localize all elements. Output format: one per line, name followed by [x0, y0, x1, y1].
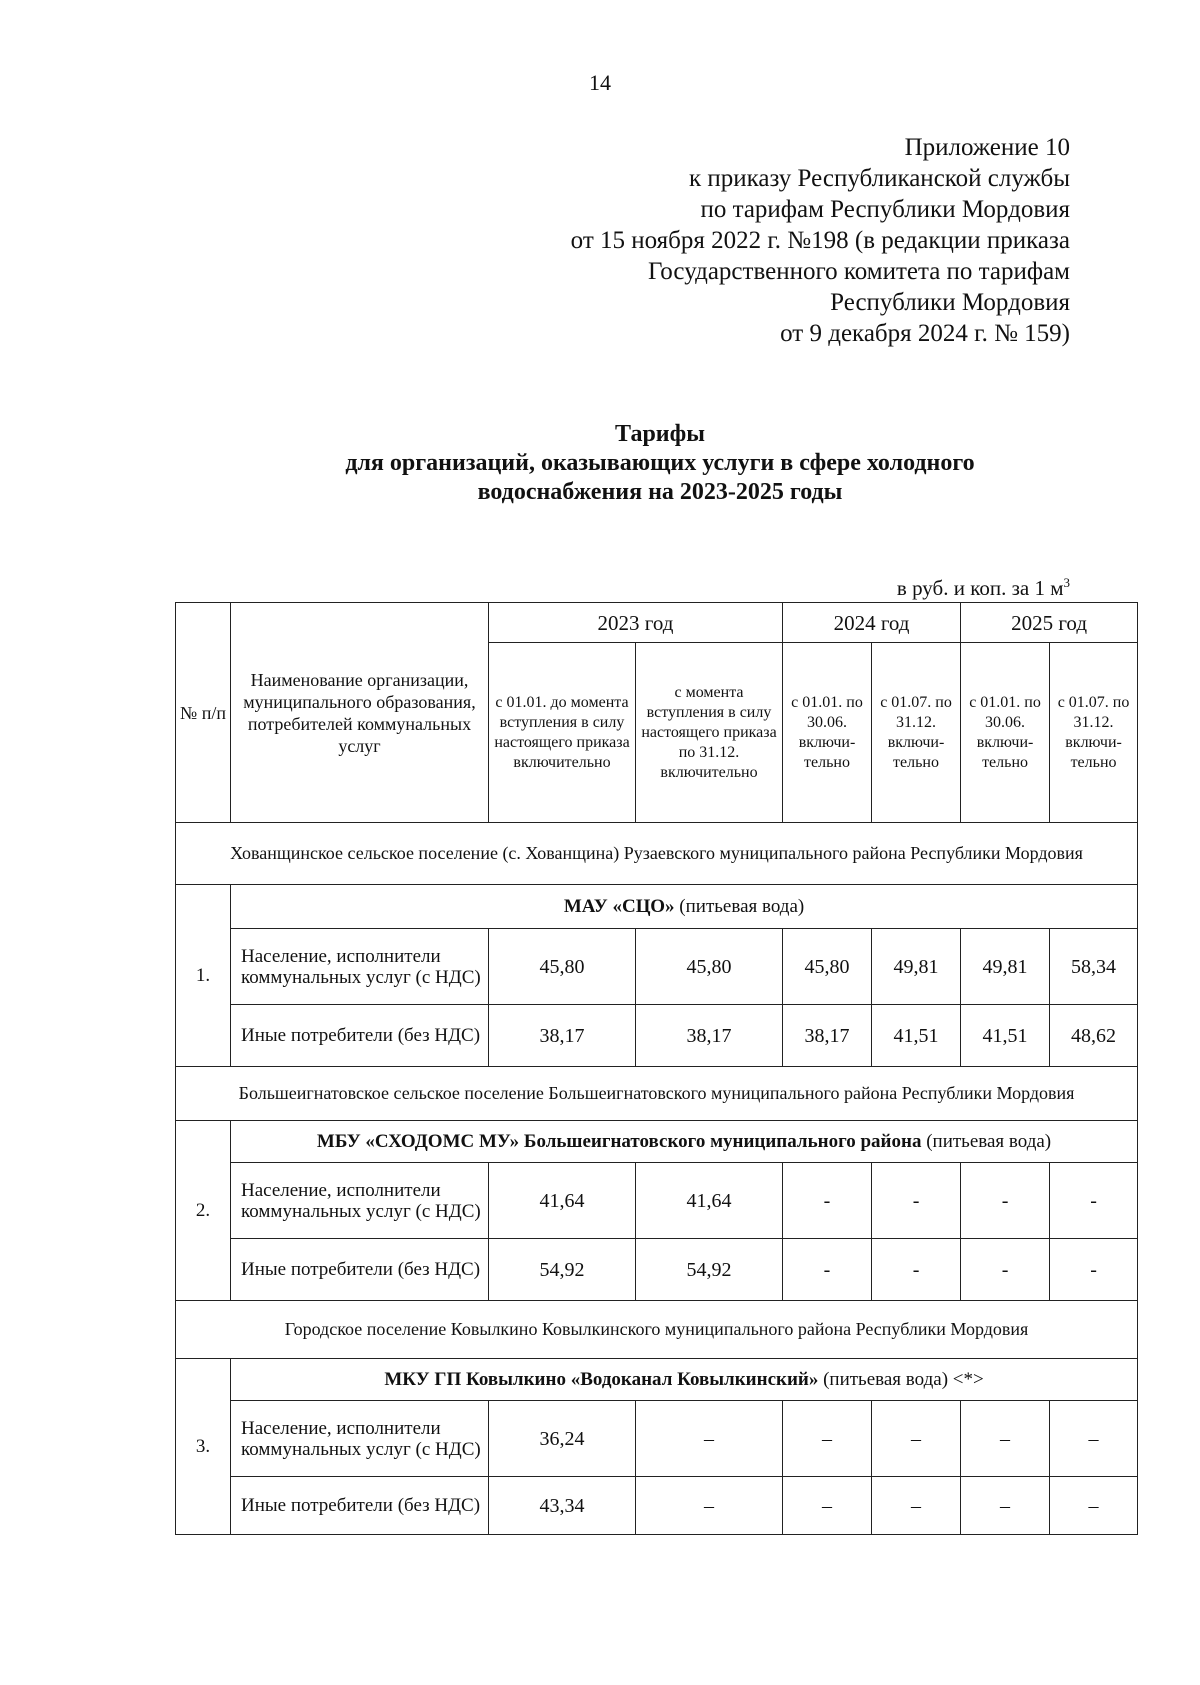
tariff-value: 54,92: [636, 1239, 783, 1301]
appendix-line: по тарифам Республики Мордовия: [700, 196, 1070, 223]
tariff-value: -: [961, 1163, 1050, 1239]
municipality-row: Хованщинское сельское поселение (с. Хованщина) Рузаевского муниципального района Республики Мордовия: [176, 823, 1138, 885]
tariff-value: 36,24: [489, 1401, 636, 1477]
organization-name-bold: МАУ «СЦО»: [563, 895, 675, 917]
tariff-value: -: [872, 1239, 961, 1301]
row-number: 3.: [176, 1359, 231, 1535]
appendix-line: от 15 ноября 2022 г. №198 (в редакции приказа: [570, 227, 1070, 254]
municipality-row: Большеигнатовское сельское поселение Большеигнатовского муниципального района Республики Мордовия: [176, 1067, 1138, 1121]
header-name: Наименование организации, муниципального образования, потребителей коммунальных услуг: [231, 603, 489, 823]
units-note: [897, 575, 1070, 601]
header-period-col1: с 01.01. до момента вступления в силу настоящего приказа включительно: [489, 643, 636, 823]
header-period-col4: с 01.07. по 31.12. включи-тельно: [872, 643, 961, 823]
appendix-line: Государственного комитета по тарифам: [648, 258, 1070, 285]
consumer-label: Население, исполнители коммунальных услуг (с НДС): [231, 1401, 489, 1477]
row-number: 1.: [176, 885, 231, 1067]
consumer-label: Иные потребители (без НДС): [231, 1477, 489, 1535]
consumer-label: Население, исполнители коммунальных услуг (с НДС): [231, 1163, 489, 1239]
consumer-label: Иные потребители (без НДС): [231, 1239, 489, 1301]
appendix-reference: [571, 132, 1070, 349]
header-year-2024: 2024 год: [783, 603, 961, 643]
appendix-line: от 9 декабря 2024 г. № 159): [780, 320, 1070, 347]
tariff-value: 41,51: [961, 1005, 1050, 1067]
organization-name: [231, 885, 1138, 929]
organization-name: [231, 1121, 1138, 1163]
units-text: в руб. и коп. за 1 м: [896, 576, 1064, 600]
header-period-col5: с 01.01. по 30.06. включи-тельно: [961, 643, 1050, 823]
organization-name-suffix: (питьевая вода): [674, 895, 805, 917]
header-year-2025: 2025 год: [961, 603, 1138, 643]
consumer-label: Население, исполнители коммунальных услуг (с НДС): [231, 929, 489, 1005]
tariff-value: 38,17: [489, 1005, 636, 1067]
units-superscript: 3: [1063, 575, 1070, 590]
tariff-value: –: [783, 1477, 872, 1535]
tariff-value: -: [872, 1163, 961, 1239]
organization-name-bold: МБУ «СХОДОМС МУ» Большеигнатовского муниципального района: [316, 1130, 922, 1152]
tariff-value: –: [636, 1477, 783, 1535]
organization-name-bold: МКУ ГП Ковылкино «Водоканал Ковылкинский»: [384, 1368, 819, 1390]
tariff-value: –: [636, 1401, 783, 1477]
tariff-value: -: [961, 1239, 1050, 1301]
tariff-value: –: [872, 1401, 961, 1477]
tariff-value: 41,64: [489, 1163, 636, 1239]
tariff-value: 38,17: [636, 1005, 783, 1067]
title-line: для организаций, оказывающих услуги в сфере холодного: [345, 450, 975, 476]
header-num: № п/п: [176, 603, 231, 823]
tariff-value: -: [1050, 1163, 1138, 1239]
tariff-value: -: [783, 1239, 872, 1301]
header-year-2023: 2023 год: [489, 603, 783, 643]
document-title: [0, 420, 1200, 507]
organization-name-suffix: (питьевая вода) <*>: [818, 1368, 984, 1390]
title-line: водоснабжения на 2023-2025 годы: [477, 479, 843, 505]
tariff-value: 41,51: [872, 1005, 961, 1067]
tariff-value: 41,64: [636, 1163, 783, 1239]
tariff-value: 45,80: [783, 929, 872, 1005]
organization-name: [231, 1359, 1138, 1401]
header-period-col3: с 01.01. по 30.06. включи-тельно: [783, 643, 872, 823]
tariff-value: –: [1050, 1401, 1138, 1477]
municipality-row: Городское поселение Ковылкино Ковылкинского муниципального района Республики Мордовия: [176, 1301, 1138, 1359]
title-line: Тарифы: [615, 421, 705, 447]
tariff-value: –: [783, 1401, 872, 1477]
tariff-value: 54,92: [489, 1239, 636, 1301]
appendix-line: Республики Мордовия: [830, 289, 1070, 316]
tariff-value: –: [872, 1477, 961, 1535]
tariff-value: 45,80: [636, 929, 783, 1005]
tariff-value: -: [783, 1163, 872, 1239]
tariff-table: [175, 602, 1138, 1535]
consumer-label: Иные потребители (без НДС): [231, 1005, 489, 1067]
tariff-value: 49,81: [872, 929, 961, 1005]
tariff-value: 48,62: [1050, 1005, 1138, 1067]
header-period-col6: с 01.07. по 31.12. включи-тельно: [1050, 643, 1138, 823]
page-number: 14: [589, 70, 611, 95]
organization-name-suffix: (питьевая вода): [921, 1130, 1052, 1152]
appendix-line: к приказу Республиканской службы: [688, 165, 1070, 192]
tariff-value: -: [1050, 1239, 1138, 1301]
tariff-value: 38,17: [783, 1005, 872, 1067]
tariff-value: 43,34: [489, 1477, 636, 1535]
tariff-value: 58,34: [1050, 929, 1138, 1005]
header-period-col2: с момента вступления в силу настоящего приказа по 31.12. включительно: [636, 643, 783, 823]
tariff-value: 49,81: [961, 929, 1050, 1005]
row-number: 2.: [176, 1121, 231, 1301]
tariff-value: –: [961, 1477, 1050, 1535]
appendix-line: Приложение 10: [904, 134, 1070, 161]
tariff-value: 45,80: [489, 929, 636, 1005]
tariff-value: –: [1050, 1477, 1138, 1535]
tariff-value: –: [961, 1401, 1050, 1477]
